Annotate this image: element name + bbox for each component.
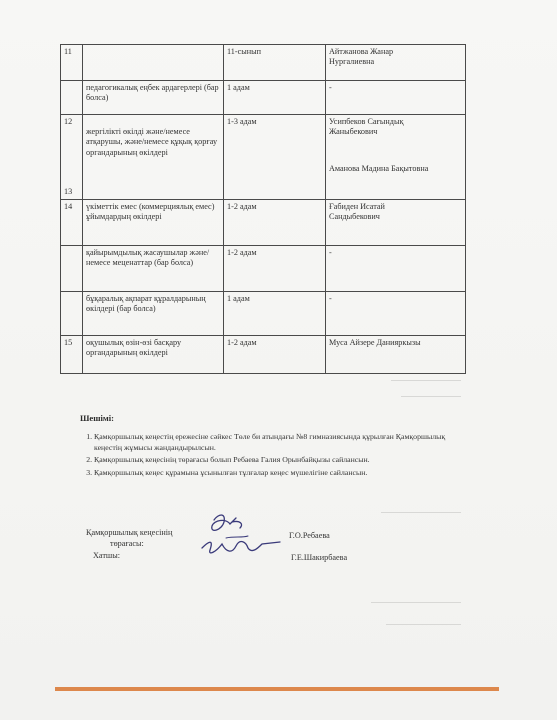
row-number: [61, 292, 83, 336]
chair-label: [86, 528, 172, 549]
row-number: 14: [61, 200, 83, 246]
names-cell: Муса Айзере Данияркызы: [326, 336, 466, 374]
category-cell: қайырымдылық жасаушылар және/немесе меценаттар (бар болса): [83, 246, 224, 292]
decisions-list: [80, 432, 474, 480]
decision-item: 1. Қамқоршылық кеңестің ережесіне сәйкес Төле би атындағы №8 гимназиясында құрылған Қамқоршылық кеңестің жұмысы жандандырылсын.: [94, 432, 474, 453]
secretary-name: Г.Е.Шакирбаева: [291, 553, 348, 562]
names-cell: -: [326, 81, 466, 115]
handwritten-signature: [196, 508, 286, 568]
member-name: Ғабиден Исатай: [329, 202, 385, 211]
row-number-bottom: 13: [64, 186, 73, 196]
bottom-stripe: [55, 687, 499, 691]
bleed-through-line: [391, 380, 461, 381]
count-cell: 1-2 адам: [224, 336, 326, 374]
chair-name: Г.О.Ребаева: [289, 531, 330, 540]
category-cell: бұқаралық ақпарат құралдарының өкілдері (бар болса): [83, 292, 224, 336]
row-number-top: 12: [64, 117, 73, 126]
count-cell: 1-3 адам: [224, 115, 326, 200]
council-members-table: [60, 44, 466, 374]
chair-label-line: төрағасы:: [110, 538, 144, 548]
table-row: [61, 115, 466, 200]
chair-label-line: Қамқоршылық кеңесінің: [86, 528, 173, 537]
row-number: [61, 81, 83, 115]
table-row: [61, 336, 466, 374]
decision-item: 3. Қамқоршылық кеңес құрамына ұсынылған тұлғалар кеңес мүшелігіне сайлансын.: [94, 468, 474, 479]
decisions-title: Шешімі:: [80, 413, 114, 423]
category-cell: [83, 115, 224, 200]
names-cell: [326, 200, 466, 246]
bleed-through-line: [401, 396, 461, 397]
table-row: [61, 200, 466, 246]
bleed-through-line: [371, 602, 461, 603]
count-cell: 1-2 адам: [224, 246, 326, 292]
count-cell: 1-2 адам: [224, 200, 326, 246]
member-name: Айтжанова Жанар: [329, 47, 394, 56]
table-row: [61, 246, 466, 292]
names-cell: [326, 115, 466, 200]
category-cell: педагогикалық еңбек ардагерлері (бар болса): [83, 81, 224, 115]
table-row: [61, 45, 466, 81]
decision-item: 2. Қамқоршылық кеңесінің төрағасы болып Ребаева Галия Орынбайқызы сайлансын.: [94, 455, 474, 466]
category-cell: үкіметтік емес (коммерциялық емес) ұйымдардың өкілдері: [83, 200, 224, 246]
secretary-label: Хатшы:: [93, 551, 120, 560]
row-number: [61, 246, 83, 292]
bleed-through-line: [386, 624, 461, 625]
member-name: Аманова Мадина Бақытовна: [329, 163, 429, 173]
names-cell: [326, 45, 466, 81]
table-row: [61, 81, 466, 115]
member-name: Жаныбекович: [329, 127, 378, 137]
row-number: 15: [61, 336, 83, 374]
names-cell: -: [326, 246, 466, 292]
table-row: [61, 292, 466, 336]
row-number: 11: [61, 45, 83, 81]
category-cell: оқушылық өзін-өзі басқару органдарының өкілдері: [83, 336, 224, 374]
count-cell: 1 адам: [224, 81, 326, 115]
member-name: Усипбеков Сағындық: [329, 117, 404, 126]
row-number: [61, 115, 83, 200]
category-cell: [83, 45, 224, 81]
count-cell: 1 адам: [224, 292, 326, 336]
member-name: Нургалиевна: [329, 57, 375, 67]
count-cell: 11-сынып: [224, 45, 326, 81]
member-name: Сандыбекович: [329, 212, 380, 222]
names-cell: -: [326, 292, 466, 336]
category-text: жергілікті өкілді және/немесе атқарушы, және/немесе құқық қорғау органдарының өкілдері: [86, 127, 218, 157]
bleed-through-line: [381, 512, 461, 513]
